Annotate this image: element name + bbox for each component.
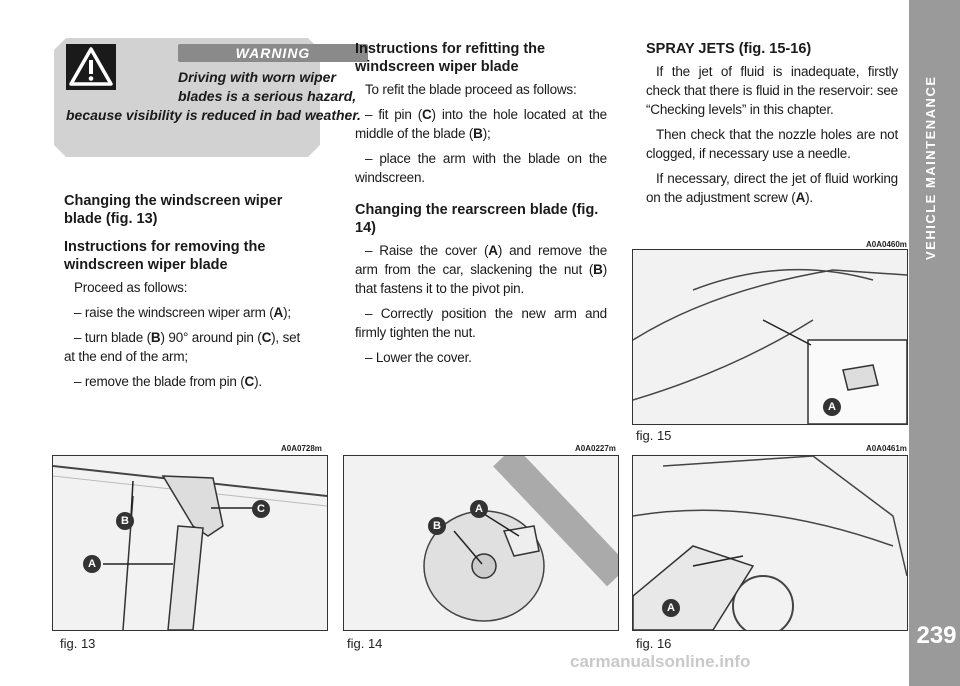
fig14-caption: fig. 14 (347, 636, 383, 651)
heading-changing-wiper: Changing the windscreen wiper blade (fig. 13) (64, 193, 283, 227)
paragraph-adjust-jet: If necessary, direct the jet of fluid working on the adjustment screw (A). (646, 171, 898, 205)
fig15-caption: fig. 15 (636, 428, 672, 443)
fig16-code: A0A0461m (866, 444, 907, 453)
warning-title: WARNING (178, 44, 368, 62)
heading-spray-jets: SPRAY JETS (fig. 15-16) (646, 41, 812, 57)
wiper-arm-illustration (53, 456, 327, 630)
label-a: A (83, 555, 101, 573)
chapter-tab (909, 0, 960, 686)
rearscreen-blade-illustration (344, 456, 618, 630)
column-3 (646, 40, 898, 213)
paragraph-check-nozzle: Then check that the nozzle holes are not clogged, if necessary use a needle. (646, 127, 898, 161)
fig13-code: A0A0728m (281, 444, 322, 453)
label-a: A (470, 500, 488, 518)
warning-box (54, 38, 361, 157)
label-c: C (252, 500, 270, 518)
fig16-caption: fig. 16 (636, 636, 672, 651)
label-b: B (116, 512, 134, 530)
column-2 (355, 40, 607, 373)
fig13-caption: fig. 13 (60, 636, 96, 651)
label-a: A (823, 398, 841, 416)
step-position-arm: – Correctly position the new arm and firmly tighten the nut. (355, 306, 607, 340)
fig15-code: A0A0460m (866, 240, 907, 249)
heading-removing-wiper: Instructions for removing the windscreen wiper blade (64, 239, 266, 273)
page-number: 239 (916, 622, 957, 649)
paragraph-proceed: Proceed as follows: (74, 280, 188, 295)
step-fit-pin: – fit pin (C) into the hole located at the middle of the blade (B); (355, 107, 607, 141)
column-1 (64, 192, 300, 397)
heading-rearscreen-blade: Changing the rearscreen blade (fig. 14) (355, 202, 599, 236)
watermark: carmanualsonline.info (570, 652, 751, 671)
step-raise-arm: – raise the windscreen wiper arm (A); (74, 305, 291, 320)
figure-16 (632, 455, 908, 631)
figure-14 (343, 455, 619, 631)
figure-13 (52, 455, 328, 631)
chapter-label: VEHICLE MAINTENANCE (923, 75, 938, 260)
warning-text-1: Driving with worn wiper blades is a serious hazard, (178, 69, 357, 104)
step-raise-cover: – Raise the cover (A) and remove the arm from the car, slackening the nut (B) that fastens it to the pivot pin. (355, 243, 608, 296)
paragraph-check-fluid: If the jet of fluid is inadequate, firstly check that there is fluid in the reservoir: see “Checking levels” in this chapter. (646, 64, 898, 117)
warning-text-2: because visibility is reduced in bad weather. (66, 107, 361, 123)
fig14-code: A0A0227m (575, 444, 616, 453)
step-turn-blade: – turn blade (B) 90° around pin (C), set at the end of the arm; (64, 330, 301, 364)
warning-triangle-icon (66, 44, 116, 90)
heading-refitting-wiper: Instructions for refitting the windscreen wiper blade (355, 41, 546, 75)
label-a: A (662, 599, 680, 617)
label-b: B (428, 517, 446, 535)
step-lower-cover: – Lower the cover. (365, 350, 472, 365)
step-place-arm: – place the arm with the blade on the windscreen. (355, 151, 607, 185)
front-spray-jet-illustration (633, 250, 907, 424)
step-remove-blade: – remove the blade from pin (C). (74, 374, 262, 389)
figure-15 (632, 249, 908, 425)
paragraph-refit: To refit the blade proceed as follows: (365, 82, 577, 97)
